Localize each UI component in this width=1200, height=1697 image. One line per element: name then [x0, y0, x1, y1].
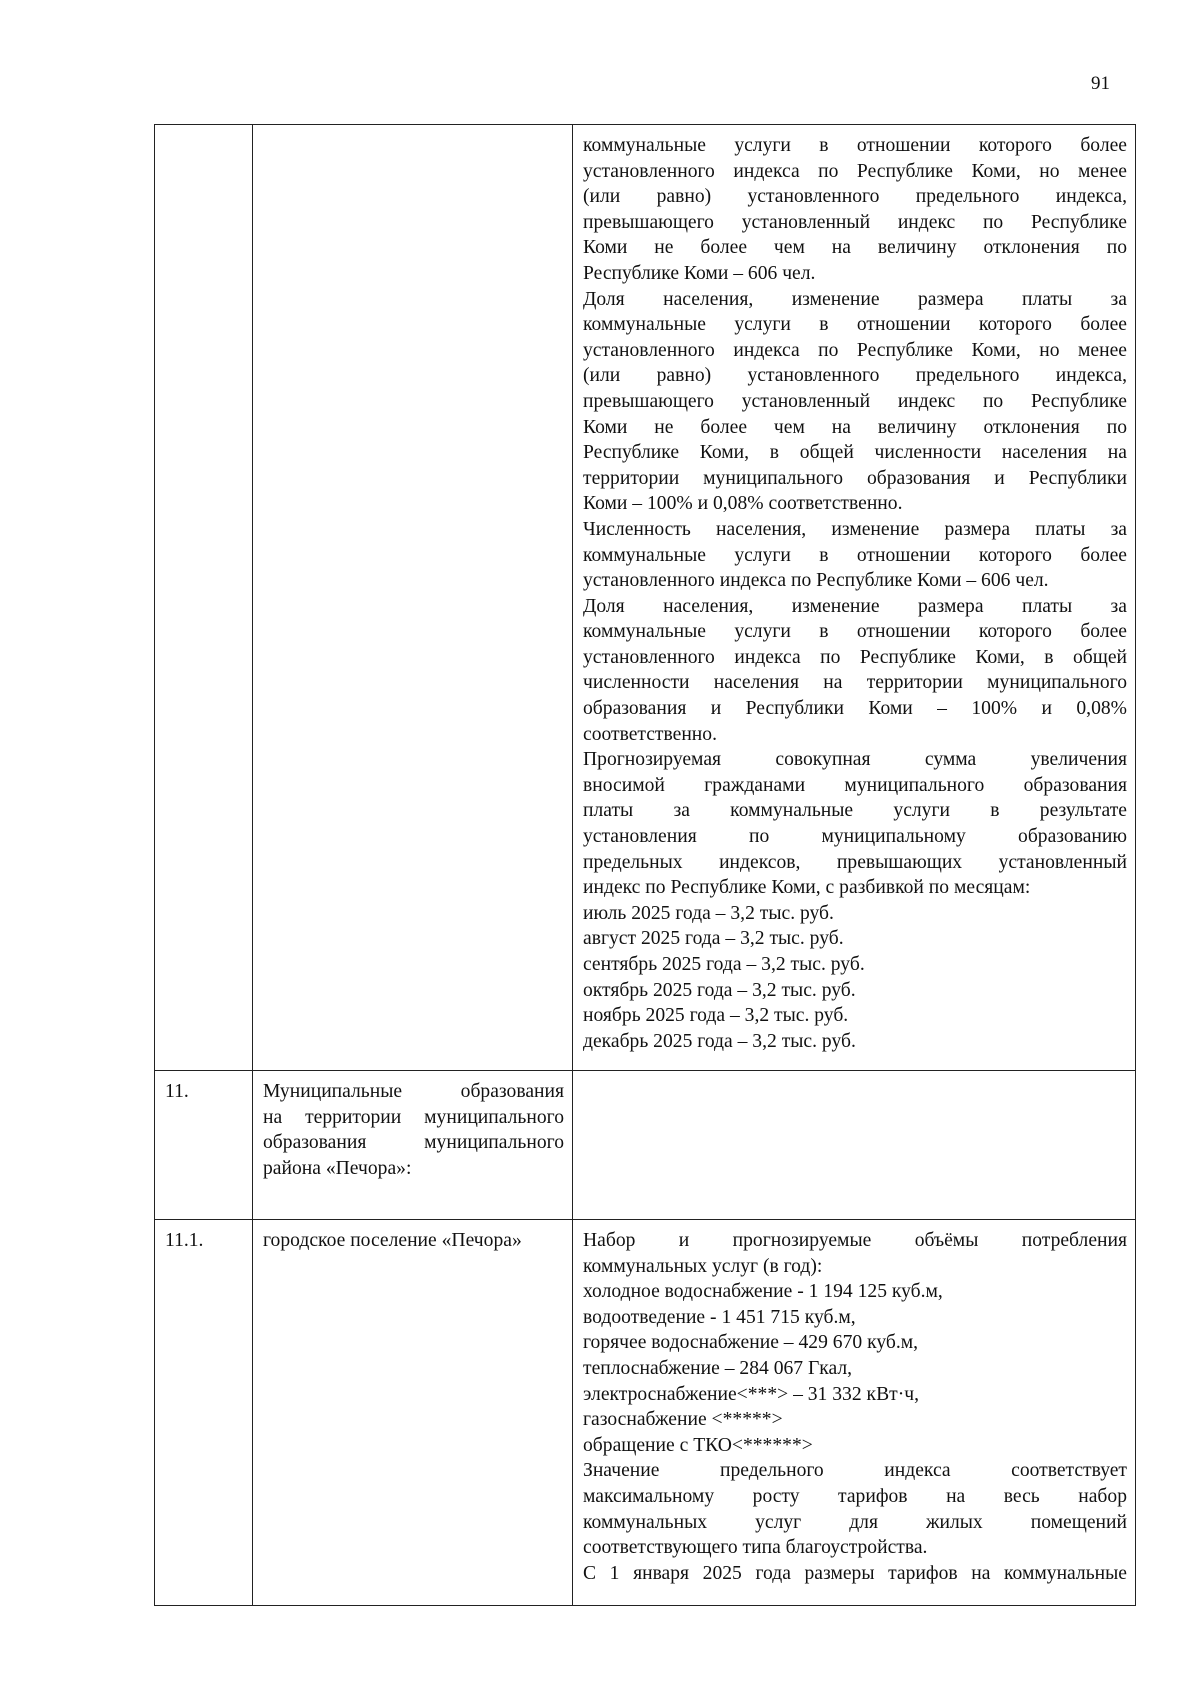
text-line: Численность населения, изменение размера платы за [583, 518, 1127, 540]
text-line: установления по муниципальному образованию [583, 826, 1127, 848]
row-content-cell [573, 125, 1136, 1071]
row-name-cell [253, 125, 573, 1071]
text-line: соответствующего типа благоустройства. [583, 1537, 928, 1559]
text-line: холодное водоснабжение - 1 194 125 куб.м, [583, 1281, 943, 1303]
text-line: предельных индексов, превышающих установленный [583, 851, 1127, 873]
text-line: Доля населения, изменение размера платы за [583, 288, 1127, 310]
text-line: (или равно) установленного предельного индекса, [583, 365, 1127, 387]
row-number-cell: 11. [155, 1071, 253, 1220]
text-line: установленного индекса по Республике Коми, в общей [583, 646, 1127, 668]
text-line: декабрь 2025 года – 3,2 тыс. руб. [583, 1030, 856, 1052]
text-line: коммунальные услуги в отношении которого более [583, 314, 1127, 336]
text-line: на территории муниципального [263, 1106, 564, 1128]
text-line: (или равно) установленного предельного индекса, [583, 186, 1127, 208]
text-line: платы за коммунальные услуги в результате [583, 800, 1127, 822]
text-line: Республике Коми – 606 чел. [583, 262, 816, 284]
text-line: Доля населения, изменение размера платы за [583, 595, 1127, 617]
text-line: установленного индекса по Республике Коми – 606 чел. [583, 570, 1049, 592]
text-line: Прогнозируемая совокупная сумма увеличения [583, 749, 1127, 771]
text-line: коммунальных услуг для жилых помещений [583, 1511, 1127, 1533]
text-line: Коми не более чем на величину отклонения по [583, 416, 1127, 438]
text-line: электроснабжение<***> – 31 332 кВт·ч, [583, 1383, 919, 1405]
text-line: численности населения на территории муниципального [583, 672, 1127, 694]
row-name-cell [253, 1071, 573, 1220]
text-line: Набор и прогнозируемые объёмы потребления [583, 1230, 1127, 1251]
text-line: июль 2025 года – 3,2 тыс. руб. [583, 902, 834, 924]
text-line: газоснабжение <*****> [583, 1409, 783, 1431]
text-line: С 1 января 2025 года размеры тарифов на коммунальные [583, 1562, 1127, 1584]
table-row [155, 125, 1136, 1071]
document-table [154, 124, 1136, 1606]
text-line: Республике Коми, в общей численности населения на [583, 442, 1127, 464]
row-content-cell [573, 1071, 1136, 1220]
text-line: август 2025 года – 3,2 тыс. руб. [583, 928, 844, 950]
row-number-cell: 11.1. [155, 1220, 253, 1606]
text-line: коммунальные услуги в отношении которого более [583, 544, 1127, 566]
text-line: октябрь 2025 года – 3,2 тыс. руб. [583, 979, 856, 1001]
text-line: Муниципальные образования [263, 1081, 564, 1102]
row-name-cell [253, 1220, 573, 1606]
text-line: района «Печора»: [263, 1157, 412, 1179]
text-line: горячее водоснабжение – 429 670 куб.м, [583, 1332, 919, 1354]
text-line: водоотведение - 1 451 715 куб.м, [583, 1306, 856, 1328]
text-line: ноябрь 2025 года – 3,2 тыс. руб. [583, 1005, 849, 1027]
text-line: Коми не более чем на величину отклонения по [583, 237, 1127, 259]
text-line: максимальному росту тарифов на весь набор [583, 1485, 1127, 1507]
page-number: 91 [1091, 73, 1110, 94]
text-line: установленного индекса по Республике Коми, но менее [583, 339, 1127, 361]
text-line: теплоснабжение – 284 067 Гкал, [583, 1357, 853, 1379]
text-line: городское поселение «Печора» [263, 1230, 522, 1251]
row-content-cell [573, 1220, 1136, 1606]
table-row [155, 1220, 1136, 1606]
text-line: коммунальных услуг (в год): [583, 1255, 823, 1277]
text-line: обращение с ТКО<******> [583, 1434, 813, 1456]
text-line: соответственно. [583, 723, 717, 745]
text-line: превышающего установленный индекс по Республике [583, 390, 1127, 412]
text-line: коммунальные услуги в отношении которого более [583, 135, 1127, 156]
text-line: образования и Республики Коми – 100% и 0,08% [583, 698, 1127, 720]
text-line: Значение предельного индекса соответствует [583, 1460, 1127, 1482]
text-line: Коми – 100% и 0,08% соответственно. [583, 493, 903, 515]
text-line: индекс по Республике Коми, с разбивкой по месяцам: [583, 877, 1031, 899]
text-line: коммунальные услуги в отношении которого более [583, 621, 1127, 643]
text-line: территории муниципального образования и Республики [583, 467, 1127, 489]
table-row [155, 1071, 1136, 1220]
row-number-cell [155, 125, 253, 1071]
text-line: вносимой гражданами муниципального образования [583, 774, 1127, 796]
text-line: образования муниципального [263, 1132, 564, 1154]
text-line: сентябрь 2025 года – 3,2 тыс. руб. [583, 954, 865, 975]
text-line: установленного индекса по Республике Коми, но менее [583, 160, 1127, 182]
text-line: превышающего установленный индекс по Республике [583, 211, 1127, 233]
